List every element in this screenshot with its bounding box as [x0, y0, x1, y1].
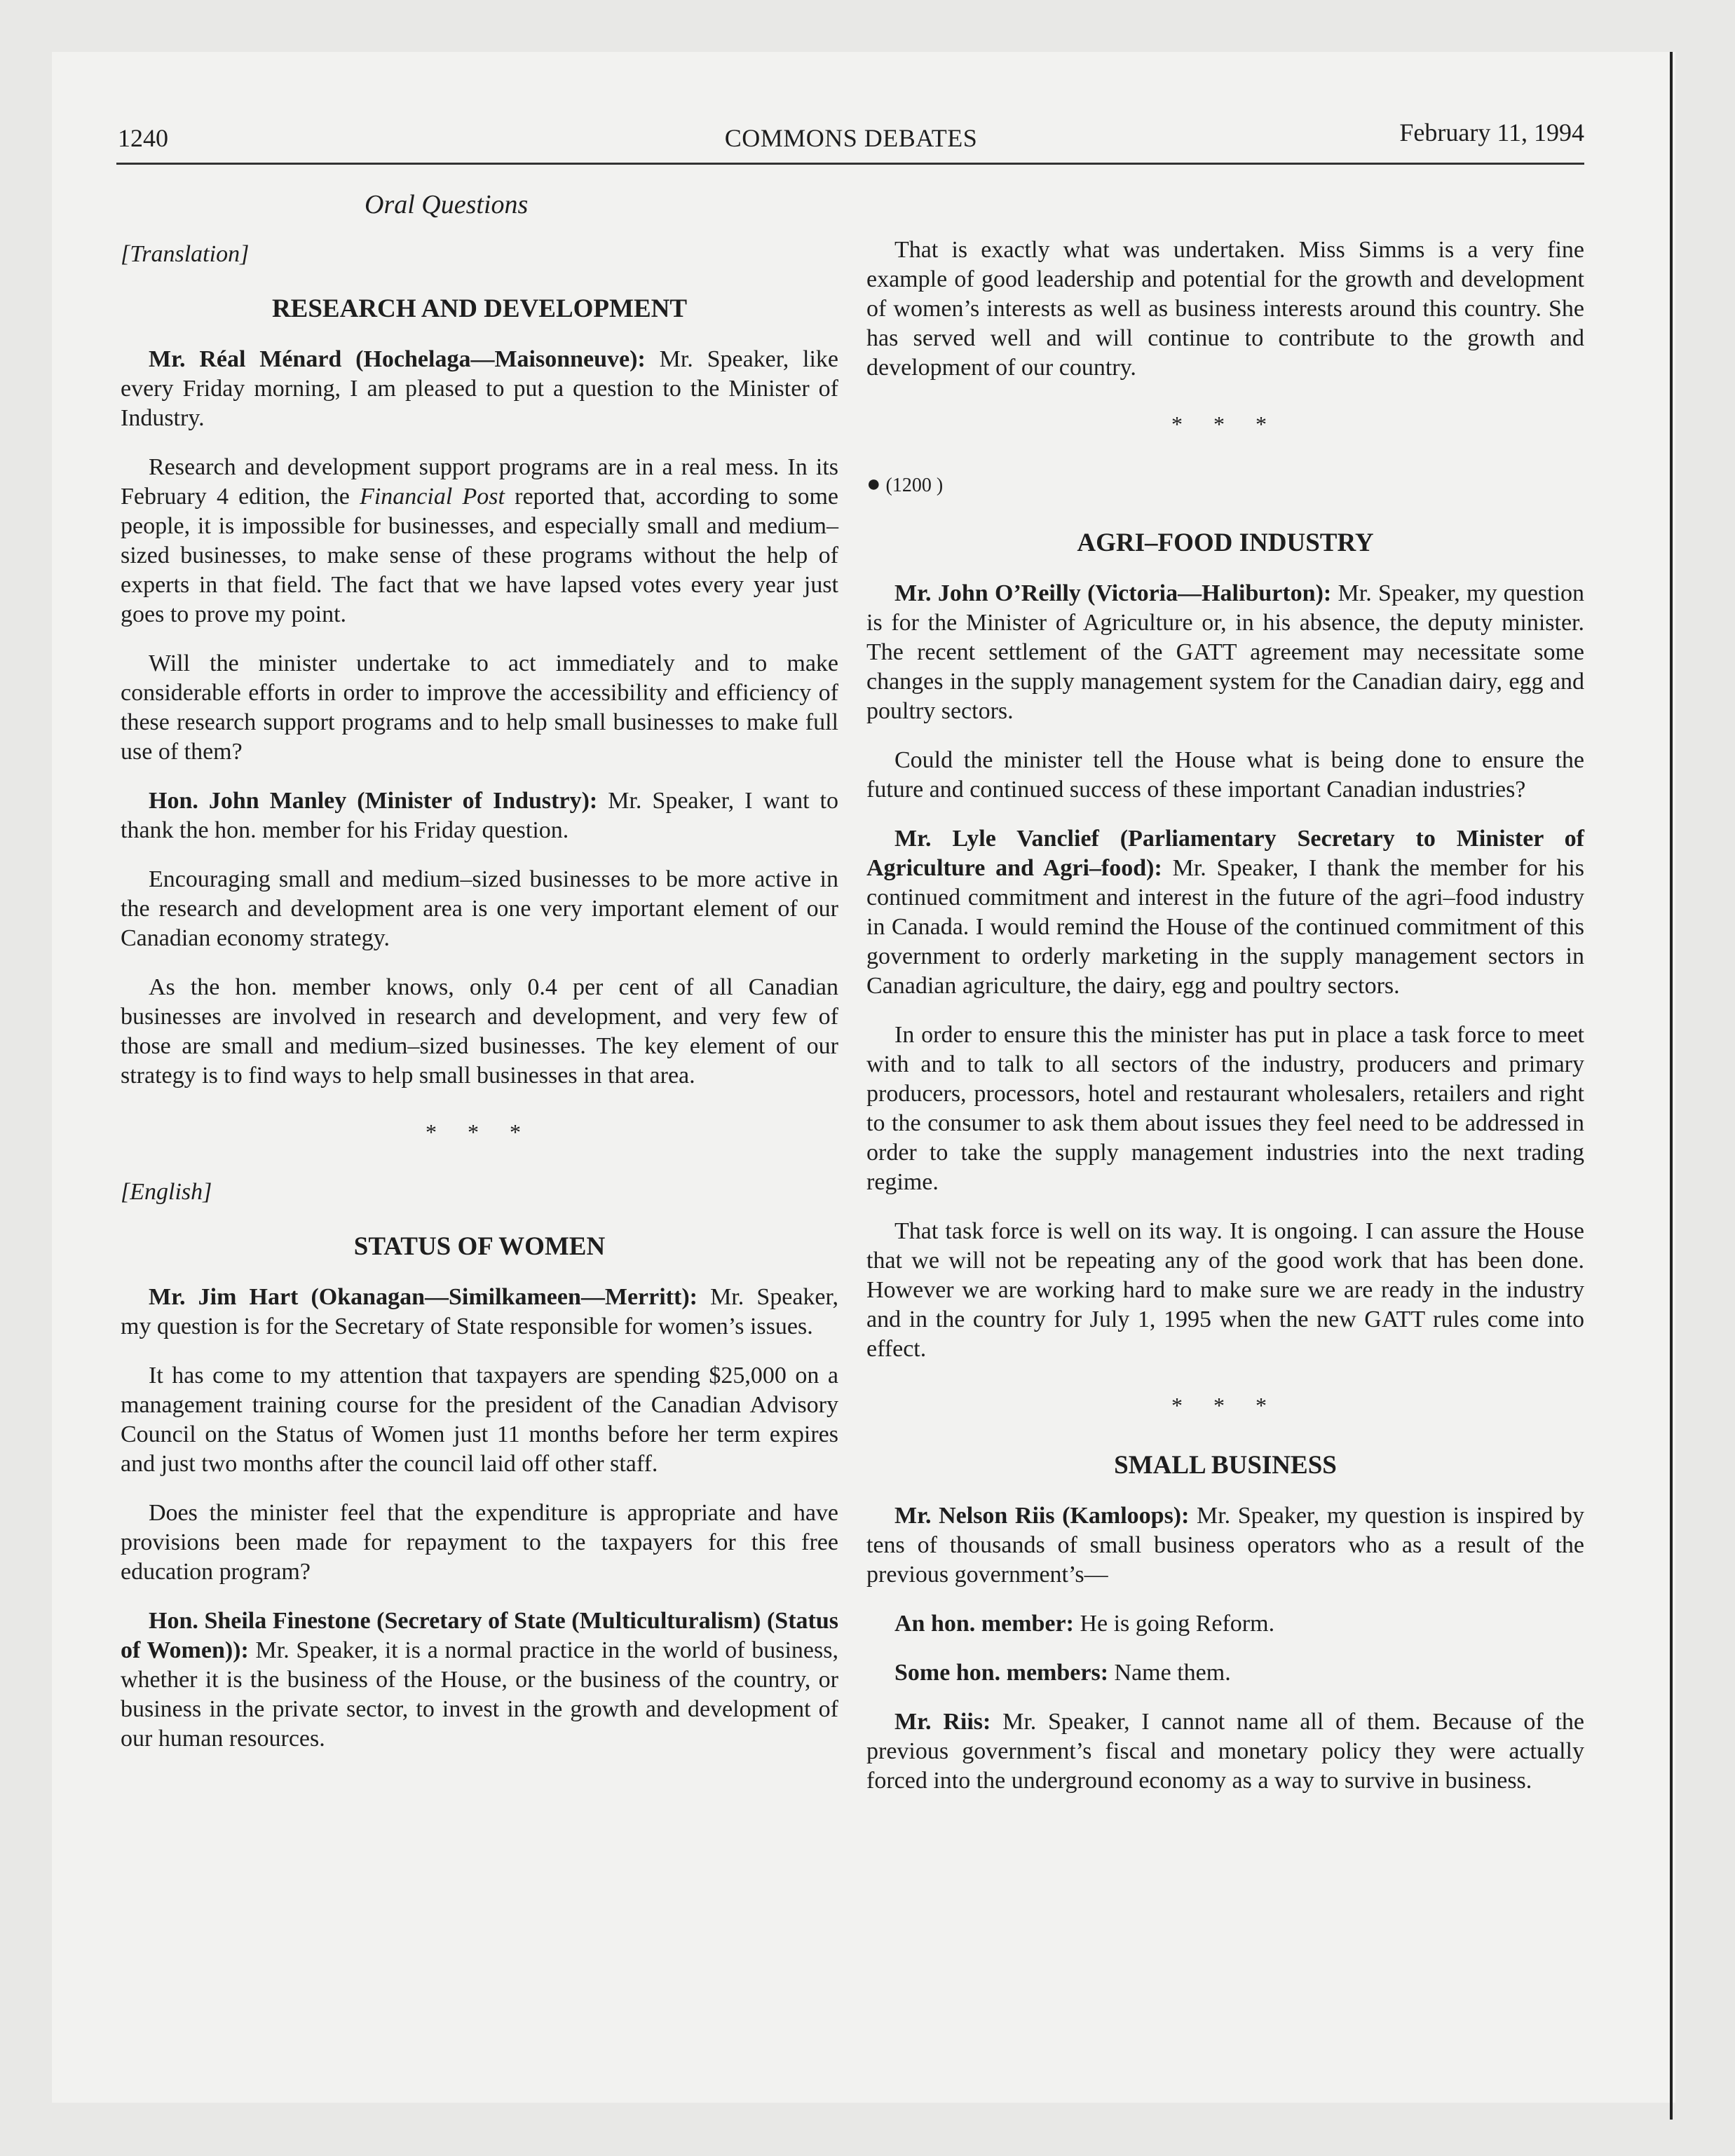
paragraph	[866, 1658, 1584, 1688]
speech-text: Mr. Speaker, I want to thank the hon. member for his Friday question.	[121, 788, 838, 843]
paragraph: It has come to my attention that taxpayers are spending $25,000 on a management training course for the president of the Canadian Advisory Council on the Status of Women just 11 months before her term expires and just two months after the council laid off other staff.	[121, 1363, 838, 1477]
paragraph: In order to ensure this the minister has put in place a task force to meet with and to talk to all sectors of the industry, producers and primary producers, processors, hotel and restaurant wholesalers, retailers and right to the consumer to ask them about issues they feel need to be addressed in order to take the supply management industries into the next trading regime.	[866, 1022, 1584, 1195]
speech-text: Research and development support programs are in a real mess. In its February 4 edition, the	[121, 454, 838, 510]
speech-text: Mr. Speaker, it is a normal practice in the world of business, whether it is the business of the House, or the business of the country, or business in the private sector, to invest in the growth and development of our human resources.	[121, 1637, 838, 1752]
header-rule	[116, 163, 1584, 165]
publication-date: February 11, 1994	[1399, 118, 1584, 146]
binding-edge	[1670, 52, 1673, 2120]
paragraph: Does the minister feel that the expenditure is appropriate and have provisions been made for repayment to the taxpayers for this free education program?	[121, 1500, 838, 1585]
publication-name: Financial Post	[360, 484, 505, 510]
paragraph: As the hon. member knows, only 0.4 per cent of all Canadian businesses are involved in research and development, and very few of those are small and medium–sized businesses. The key element of our strategy is to find ways to help small businesses in that area.	[121, 974, 838, 1089]
speaker-name: Mr. Lyle Vanclief (Parliamentary Secretary to Minister of Agriculture and Agri–food):	[866, 826, 1584, 881]
paragraph: That is exactly what was undertaken. Miss Simms is a very fine example of good leadership and potential for the growth and development of women’s interests as well as business interests around this country. She has served well and will continue to contribute to the growth and development of our country.	[866, 237, 1584, 381]
time-text: (1200 )	[885, 475, 944, 496]
speech-text: Mr. Speaker, I cannot name all of them. Because of the previous government’s fiscal and monetary policy they were actually forced into the underground economy as a way to survive in business.	[866, 1709, 1584, 1794]
page-number: 1240	[118, 124, 168, 152]
section-heading: SMALL BUSINESS	[1114, 1451, 1337, 1480]
speech-text: Name them.	[1108, 1660, 1231, 1686]
section-separator: * * *	[1171, 1393, 1279, 1418]
paragraph	[121, 1283, 838, 1342]
speaker-name: Mr. Riis:	[894, 1709, 991, 1735]
section-heading: RESEARCH AND DEVELOPMENT	[271, 294, 688, 323]
language-tag: [English]	[121, 1179, 212, 1205]
bullet-icon: ●	[866, 471, 881, 497]
paragraph	[121, 453, 838, 629]
speaker-name: Hon. John Manley (Minister of Industry):	[149, 788, 598, 814]
section-heading: STATUS OF WOMEN	[353, 1232, 606, 1261]
language-tag: [Translation]	[121, 241, 250, 267]
speech-text: Mr. Speaker, my question is for the Minister of Agriculture or, in his absence, the deputy minister. The recent settlement of the GATT agreement may necessitate some changes in the supply management system for the Canadian dairy, egg and poultry sectors.	[866, 580, 1585, 724]
speaker-name: Some hon. members:	[894, 1660, 1109, 1686]
paragraph	[121, 345, 838, 433]
time-marker	[866, 470, 1584, 500]
publication-title: COMMONS DEBATES	[724, 124, 978, 152]
section-label: Oral Questions	[365, 190, 529, 219]
paragraph	[866, 1609, 1584, 1639]
paragraph: That task force is well on its way. It is ongoing. I can assure the House that we will not be repeating any of the good work that has been done. However we are working hard to make sure we are ready in the industry and in the country for July 1, 1995 when the new GATT rules come into effect.	[866, 1218, 1584, 1362]
running-header	[118, 118, 1584, 157]
paragraph	[866, 824, 1584, 1001]
paragraph: Could the minister tell the House what is being done to ensure the future and continued success of these important Canadian industries?	[866, 747, 1584, 803]
section-separator: * * *	[1171, 411, 1279, 437]
speech-text: He is going Reform.	[1073, 1611, 1275, 1637]
speaker-name: Hon. Sheila Finestone (Secretary of State (Multiculturalism) (Status of Women)):	[121, 1608, 838, 1663]
speech-text: Mr. Speaker, my question is inspired by tens of thousands of small business operators who as a result of the previous government’s—	[866, 1503, 1584, 1588]
speaker-name: Mr. Jim Hart (Okanagan—Similkameen—Merritt):	[149, 1284, 698, 1310]
paragraph	[866, 1707, 1584, 1796]
paragraph: Will the minister undertake to act immediately and to make considerable efforts in order to improve the accessibility and efficiency of these research support programs and to help small businesses to make full use of them?	[121, 650, 838, 765]
speaker-name: An hon. member:	[894, 1611, 1074, 1637]
speaker-name: Mr. Nelson Riis (Kamloops):	[894, 1503, 1190, 1529]
speaker-name: Mr. John O’Reilly (Victoria—Haliburton):	[894, 580, 1332, 606]
speech-text: Mr. Speaker, like every Friday morning, I am pleased to put a question to the Minister of Industry.	[121, 346, 838, 431]
right-column	[866, 236, 1584, 1815]
paragraph	[866, 579, 1584, 726]
section-heading: AGRI–FOOD INDUSTRY	[1077, 528, 1374, 557]
paragraph: Encouraging small and medium–sized businesses to be more active in the research and development area is one very important element of our Canadian economy strategy.	[121, 866, 838, 951]
speech-text: Mr. Speaker, I thank the member for his continued commitment and interest in the future of the agri–food industry in Canada. I would remind the House of the continued commitment of this government to orderly marketing in the supply management sectors in Canadian agriculture, the dairy, egg and poultry sectors.	[866, 855, 1584, 999]
speech-text: reported that, according to some people, it is impossible for businesses, and especially small and medium–sized businesses, to make sense of these programs without the help of experts in that field. The fact that we have lapsed votes every year just goes to prove my point.	[121, 484, 838, 627]
paragraph	[121, 1606, 838, 1754]
speech-text: Mr. Speaker, my question is for the Secretary of State responsible for women’s issues.	[121, 1284, 838, 1339]
left-column	[121, 236, 838, 1773]
section-separator: * * *	[426, 1119, 533, 1145]
speaker-name: Mr. Réal Ménard (Hochelaga—Maisonneuve):	[149, 346, 646, 372]
paragraph	[866, 1501, 1584, 1590]
paragraph	[121, 786, 838, 845]
